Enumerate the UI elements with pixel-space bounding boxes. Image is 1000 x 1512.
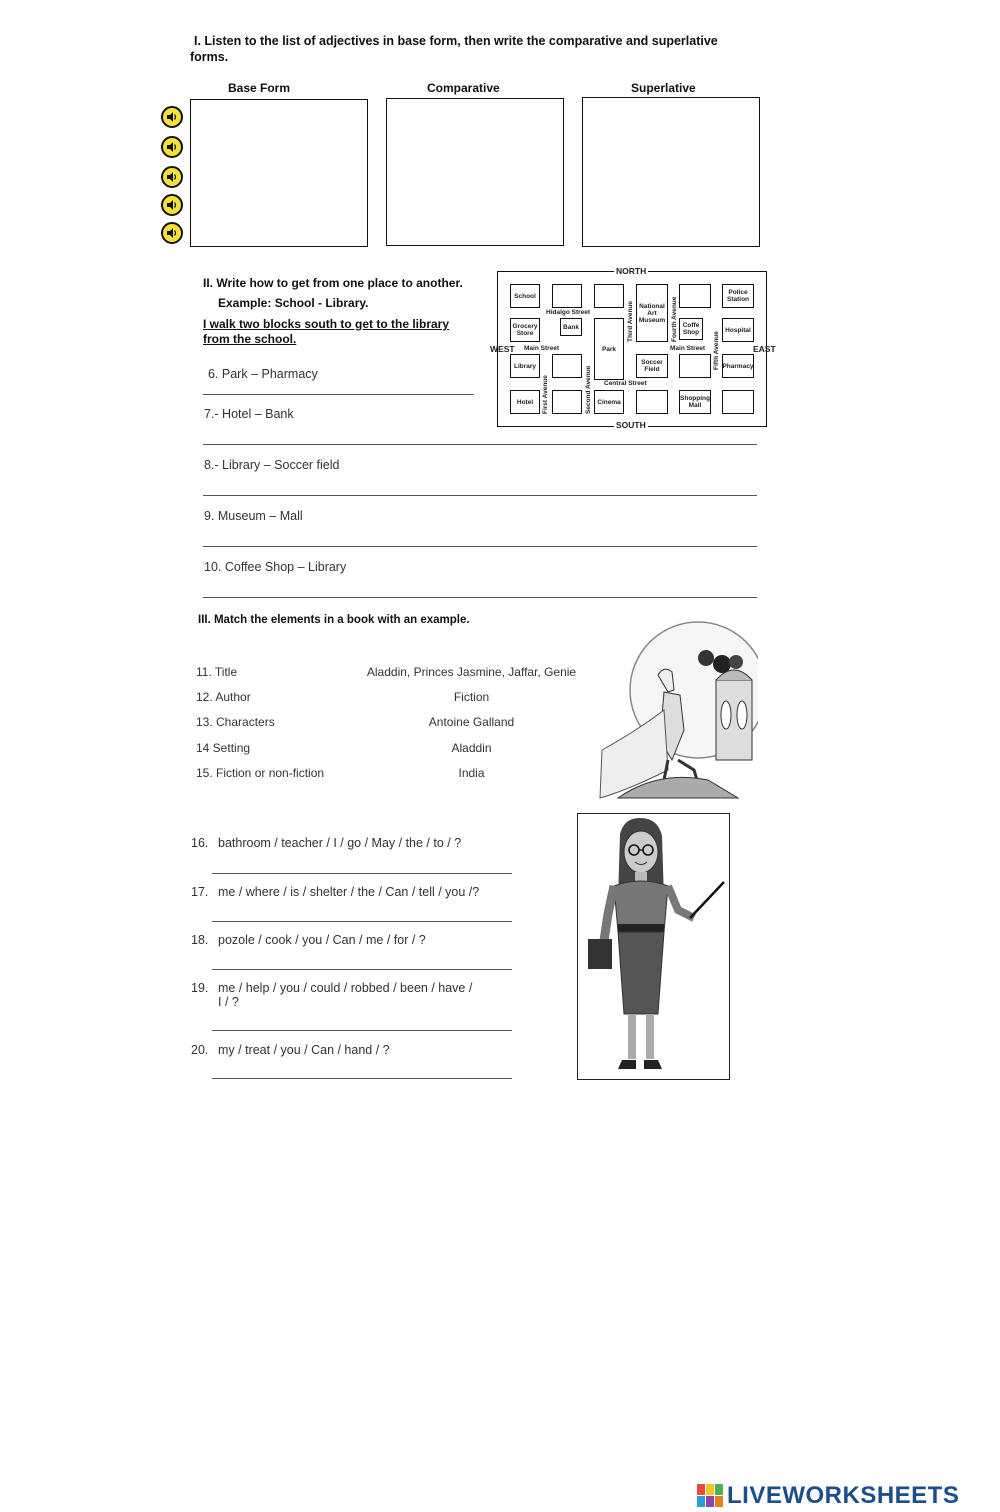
- audio-button-4[interactable]: [161, 194, 183, 216]
- answer-line-8[interactable]: [203, 495, 757, 496]
- logo-text: LIVEWORKSHEETS: [727, 1482, 960, 1509]
- map-block: [552, 390, 582, 414]
- answer-line-16[interactable]: [212, 873, 512, 874]
- question-9: 9. Museum – Mall: [204, 509, 303, 523]
- example-answer: I walk two blocks south to get to the library: [203, 317, 450, 331]
- teacher-illustration: [578, 814, 729, 1079]
- answer-line-18[interactable]: [212, 969, 512, 970]
- question-8: 8.- Library – Soccer field: [204, 458, 340, 472]
- answer-line-7[interactable]: [203, 444, 757, 445]
- example-answer-cont: from the school.: [203, 332, 297, 346]
- street-fifth: Fifth Avenue: [713, 331, 720, 370]
- question-10: 10. Coffee Shop – Library: [204, 560, 347, 574]
- match-right-4[interactable]: Aladdin: [451, 741, 492, 755]
- street-third: Third Avenue: [627, 300, 634, 342]
- match-left-title: 11. Title: [196, 665, 238, 679]
- map-block: [552, 284, 582, 308]
- map-place-museum: National Art Museum: [636, 284, 668, 342]
- answer-line-10[interactable]: [203, 597, 757, 598]
- audio-button-3[interactable]: [161, 166, 183, 188]
- compass-east: EAST: [753, 344, 776, 354]
- map-place-hotel: Hotel: [510, 390, 540, 414]
- map-block: [722, 390, 754, 414]
- example-label: Example: School - Library.: [218, 296, 369, 310]
- item-16-text: bathroom / teacher / I / go / May / the / to / ?: [218, 836, 462, 850]
- map-place-bank: Bank: [560, 318, 582, 336]
- item-19-number: 19.: [191, 981, 209, 995]
- match-right-2[interactable]: Fiction: [453, 690, 490, 704]
- map-place-mall: Shopping Mall: [679, 390, 711, 414]
- compass-south: SOUTH: [616, 420, 646, 430]
- item-19-text-cont: I / ?: [218, 995, 239, 1009]
- street-central: Central Street: [604, 380, 647, 387]
- superlative-answer-box[interactable]: [582, 97, 760, 247]
- liveworksheets-logo: [697, 1483, 997, 1509]
- column-header-superlative: Superlative: [631, 81, 696, 95]
- match-left-setting: 14 Setting: [196, 741, 251, 755]
- item-17-number: 17.: [191, 885, 209, 899]
- map-place-pharmacy: Pharmacy: [722, 354, 754, 378]
- match-right-3[interactable]: Antoine Galland: [428, 715, 515, 729]
- section2-instruction: II. Write how to get from one place to another.: [203, 276, 463, 290]
- column-header-comparative: Comparative: [427, 81, 500, 95]
- street-first: First Avenue: [542, 375, 549, 414]
- liveworksheets-logo-icon: [697, 1484, 725, 1508]
- map-block: [679, 284, 711, 308]
- match-right-5[interactable]: India: [458, 766, 485, 780]
- speaker-icon: [166, 171, 178, 183]
- speaker-icon: [166, 199, 178, 211]
- map-block: [679, 354, 711, 378]
- map-place-library: Library: [510, 354, 540, 378]
- section3-instruction: III. Match the elements in a book with an example.: [198, 614, 470, 626]
- street-second: Second Avenue: [585, 365, 592, 414]
- street-main-right: Main Street: [670, 345, 706, 352]
- compass-north: NORTH: [616, 266, 647, 276]
- item-18-number: 18.: [191, 933, 209, 947]
- speaker-icon: [166, 227, 178, 239]
- answer-line-20[interactable]: [212, 1078, 512, 1079]
- base-form-answer-box[interactable]: [190, 99, 368, 247]
- answer-line-17[interactable]: [212, 921, 512, 922]
- map-place-school: School: [510, 284, 540, 308]
- aladdin-illustration: [598, 620, 758, 800]
- column-header-base: Base Form: [228, 81, 291, 95]
- question-7: 7.- Hotel – Bank: [204, 407, 294, 421]
- speaker-icon: [166, 141, 178, 153]
- map-block: [636, 390, 668, 414]
- map-place-cinema: Cinema: [594, 390, 624, 414]
- match-left-author: 12. Author: [196, 690, 251, 704]
- teacher-picture-frame: [577, 813, 730, 1080]
- item-20-number: 20.: [191, 1043, 209, 1057]
- item-17-text: me / where / is / shelter / the / Can / tell / you /?: [218, 885, 480, 899]
- map-place-hospital: Hospital: [722, 318, 754, 342]
- street-fourth: Fourth Avenue: [671, 296, 678, 342]
- comparative-answer-box[interactable]: [386, 98, 564, 246]
- map-place-park: Park: [594, 318, 624, 380]
- item-19-text: me / help / you / could / robbed / been / have /: [218, 981, 473, 995]
- map-place-soccer: Soccer Field: [636, 354, 668, 378]
- question-6: 6. Park – Pharmacy: [208, 367, 318, 381]
- map-block: [552, 354, 582, 378]
- item-20-text: my / treat / you / Can / hand / ?: [218, 1043, 390, 1057]
- compass-west: WEST: [490, 344, 515, 354]
- map-place-coffee: Coffe Shop: [679, 318, 703, 340]
- section1-instruction: I. Listen to the list of adjectives in base form, then write the comparative and superlative: [194, 34, 718, 48]
- item-18-text: pozole / cook / you / Can / me / for / ?: [218, 933, 426, 947]
- map-place-police: Police Station: [722, 284, 754, 308]
- match-right-1[interactable]: Aladdin, Princes Jasmine, Jaffar, Genie: [366, 665, 577, 679]
- match-left-characters: 13. Characters: [196, 715, 275, 729]
- speaker-icon: [166, 111, 178, 123]
- answer-line-9[interactable]: [203, 546, 757, 547]
- answer-line-6[interactable]: [203, 394, 474, 395]
- town-map: [497, 271, 767, 427]
- item-16-number: 16.: [191, 836, 209, 850]
- map-block: [594, 284, 624, 308]
- audio-button-2[interactable]: [161, 136, 183, 158]
- audio-button-1[interactable]: [161, 106, 183, 128]
- answer-line-19[interactable]: [212, 1030, 512, 1031]
- street-main-left: Main Street: [524, 345, 560, 352]
- audio-button-5[interactable]: [161, 222, 183, 244]
- street-hidalgo: Hidalgo Street: [546, 309, 591, 316]
- match-left-fiction: 15. Fiction or non-fiction: [196, 766, 325, 780]
- map-place-grocery: Grocery Store: [510, 318, 540, 342]
- section1-instruction-cont: forms.: [190, 50, 229, 64]
